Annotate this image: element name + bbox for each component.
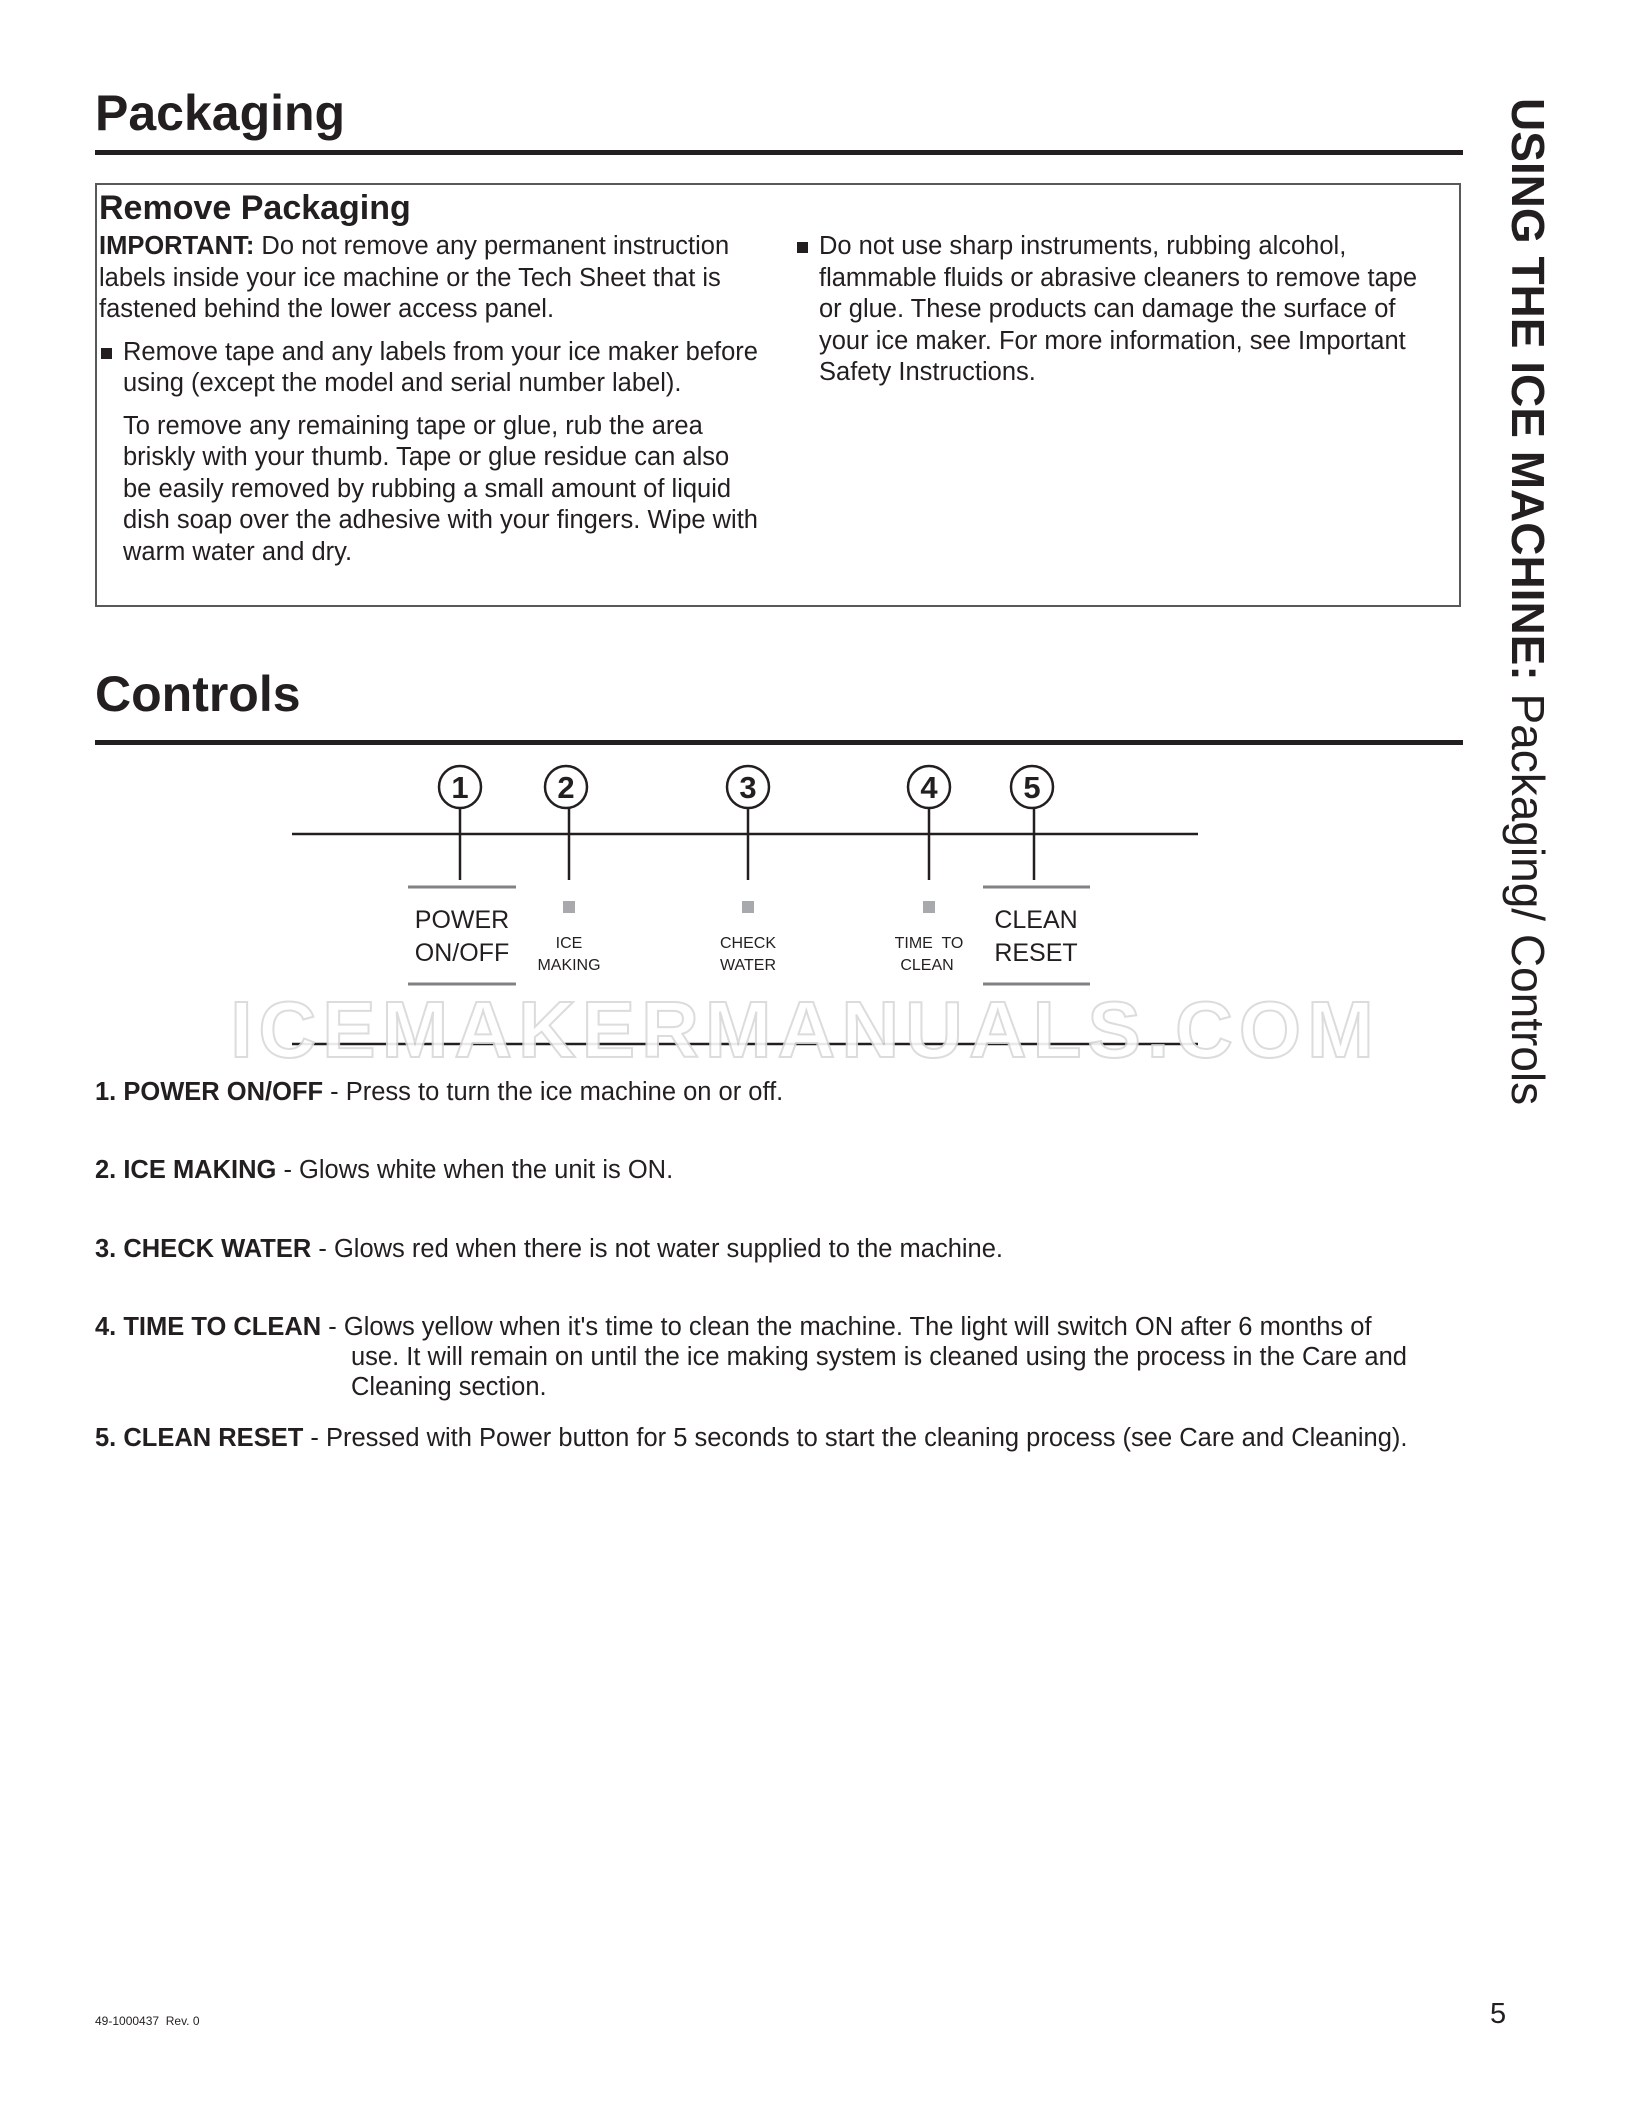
clean-reset-label-line1: CLEAN	[994, 906, 1078, 934]
time-to-clean-indicator	[895, 901, 964, 974]
control-desc-3	[95, 1234, 1003, 1264]
clean-reset-button-graphic	[983, 887, 1090, 984]
side-tab-regular: Packaging/ Controls	[1502, 680, 1554, 1106]
packaging-title: Packaging	[95, 85, 346, 141]
control-desc-1-text: - Press to turn the ice machine on or off.	[323, 1078, 784, 1106]
control-desc-2-label: 2. ICE MAKING	[95, 1156, 277, 1184]
time-to-clean-label-line1: TIME TO	[894, 935, 964, 952]
callout-4	[908, 766, 950, 880]
control-desc-4	[95, 1312, 1475, 1402]
time-to-clean-light	[923, 901, 935, 913]
page-number: 5	[1490, 1998, 1507, 2030]
control-desc-4-label: 4. TIME TO CLEAN	[95, 1313, 322, 1341]
check-water-indicator	[720, 901, 776, 974]
clean-reset-label-line2: RESET	[994, 939, 1078, 967]
control-desc-2	[95, 1155, 673, 1185]
callout-5	[1011, 766, 1053, 880]
callout-1	[439, 766, 481, 880]
callout-3-label: 3	[739, 770, 757, 805]
check-water-label-line1: CHECK	[719, 935, 777, 952]
callout-5-label: 5	[1023, 770, 1041, 805]
side-tab-bold: USING THE ICE MACHINE:	[1502, 98, 1554, 681]
control-desc-5-text: - Pressed with Power button for 5 seconds to start the cleaning process (see Care and Cleaning).	[303, 1424, 1408, 1452]
control-desc-5-label: 5. CLEAN RESET	[95, 1424, 304, 1452]
control-desc-5	[95, 1423, 1407, 1453]
control-desc-1	[95, 1077, 783, 1107]
control-desc-2-text: - Glows white when the unit is ON.	[276, 1156, 674, 1184]
callout-2-label: 2	[557, 770, 575, 805]
control-desc-4-continued: use. It will remain on until the ice making system is cleaned using the process in the Care and Cleaning section.	[351, 1343, 1407, 1401]
ice-making-light	[563, 901, 575, 913]
power-button-graphic	[408, 887, 516, 984]
ice-making-indicator	[537, 901, 600, 974]
callout-2	[545, 766, 587, 880]
control-desc-4-text: - Glows yellow when it's time to clean the machine. The light will switch ON after 6 months of	[321, 1313, 1372, 1341]
controls-title: Controls	[95, 666, 301, 722]
control-desc-3-text: - Glows red when there is not water supplied to the machine.	[311, 1235, 1003, 1263]
control-desc-3-label: 3. CHECK WATER	[95, 1235, 312, 1263]
power-label-line1: POWER	[414, 906, 510, 934]
time-to-clean-label-line2: CLEAN	[900, 957, 954, 974]
ice-making-label-line2: MAKING	[537, 957, 601, 974]
callout-1-label: 1	[451, 770, 469, 805]
important-label: IMPORTANT:	[99, 232, 255, 260]
power-label-line2: ON/OFF	[414, 939, 510, 967]
callout-4-label: 4	[920, 770, 938, 805]
watermark: ICEMAKERMANUALS.COM	[230, 985, 1380, 1074]
callout-3	[727, 766, 769, 880]
document-code: 49-1000437 Rev. 0	[95, 2014, 200, 2028]
remove-residue-text: To remove any remaining tape or glue, rub the area briskly with your thumb. Tape or glue residue can also be easily removed by rubbing a small amount of liquid dish soap over the adhesive with your fingers. Wipe with warm water and dry.	[123, 411, 758, 566]
bullet-sharp-instruments-text: Do not use sharp instruments, rubbing alcohol, flammable fluids or abrasive cleaners to remove tape or glue. These products can damage the surface of your ice maker. For more information, see Important Safety Instructions.	[819, 232, 1418, 386]
bullet-remove-tape-text: Remove tape and any labels from your ice maker before using (except the model and serial number label).	[123, 337, 758, 397]
ice-making-label-line1: ICE	[555, 935, 583, 952]
check-water-label-line2: WATER	[720, 957, 776, 974]
remove-packaging-heading: Remove Packaging	[99, 189, 411, 227]
control-desc-1-label: 1. POWER ON/OFF	[95, 1078, 324, 1106]
important-text: Do not remove any permanent instruction labels inside your ice machine or the Tech Sheet that is fastened behind the lower access panel.	[99, 232, 730, 323]
check-water-light	[742, 901, 754, 913]
